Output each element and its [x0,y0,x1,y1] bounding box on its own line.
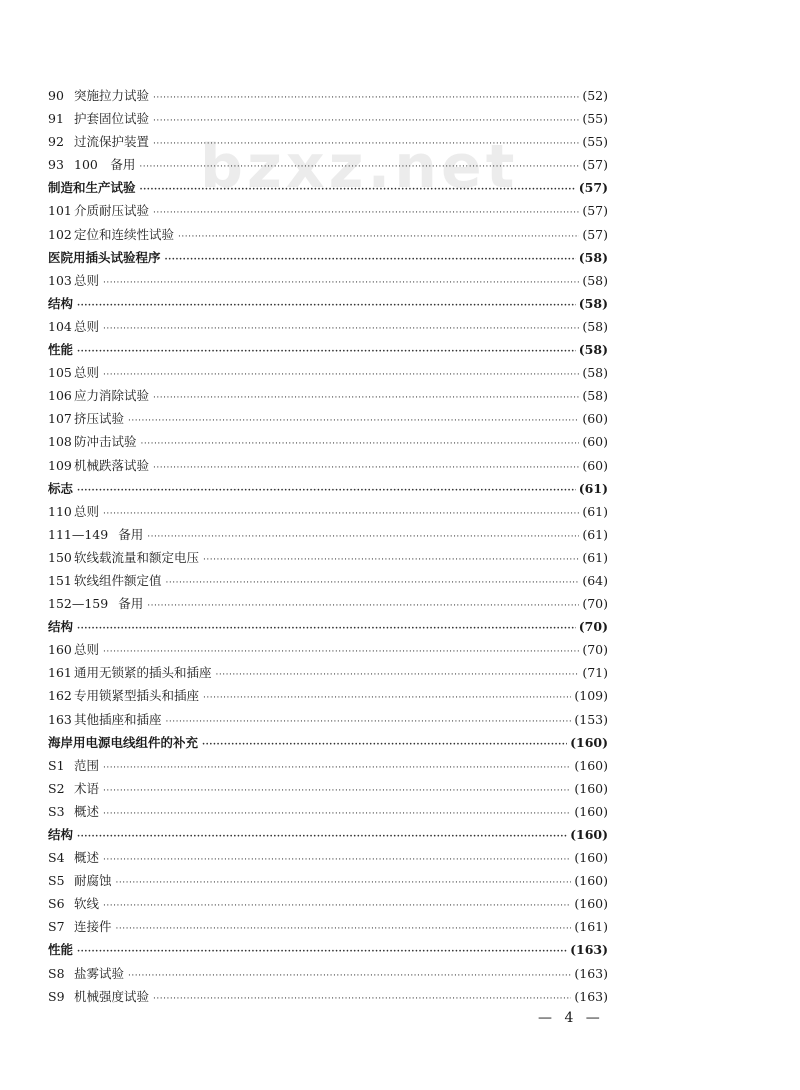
toc-entry-title: 术语 [74,780,100,796]
toc-entry [48,915,608,938]
toc-entry-title: 总则 [74,318,100,334]
toc-entry-title: 介质耐压试验 [74,203,150,219]
dot-leader [103,849,571,872]
toc-entry-number: S4 [48,850,65,866]
toc-entry-title: 机械跌落试验 [74,457,150,473]
toc-entry-page: (61) [582,526,608,542]
toc-entry-page: (55) [582,111,608,127]
toc-entry-page: (160) [574,757,608,773]
dot-leader [77,941,567,964]
toc-entry [48,384,608,407]
toc-entry-number: S1 [48,757,65,773]
toc-entry [48,361,608,384]
toc-entry-title: 护套固位试验 [74,111,150,127]
toc-section-heading [48,938,608,961]
dot-leader [128,410,579,433]
toc-entry-page: (70) [578,619,608,635]
toc-entry-number: S7 [48,919,65,935]
toc-entry-title: 结构 [48,619,74,635]
toc-entry-title: 100 备用 [74,157,136,173]
toc-entry-page: (160) [570,827,608,842]
toc-entry-number: 160 [48,642,72,658]
toc-entry-title: 专用锁紧型插头和插座 [74,688,200,704]
dot-leader [77,295,576,318]
toc-section-heading [48,246,608,269]
dot-leader [140,179,576,202]
toc-entry-title: 过流保护装置 [74,134,150,150]
toc-entry-number: S2 [48,780,65,796]
toc-entry-title: 通用无锁紧的插头和插座 [74,665,212,681]
toc-entry-page: (70) [582,596,608,612]
toc-entry-page: (160) [574,850,608,866]
toc-entry-page: (64) [582,572,608,588]
toc-entry-number: 163 [48,711,72,727]
toc-entry-page: (57) [578,180,608,196]
toc-entry-title: 总则 [74,272,100,288]
toc-entry [48,962,608,985]
dot-leader [77,480,576,503]
toc-section-heading [48,477,608,500]
toc-entry-page: (60) [582,457,608,473]
dot-leader [141,433,580,456]
toc-entry [48,107,608,130]
toc-entry-title: 盐雾试验 [74,965,125,981]
dot-leader [216,664,580,687]
toc-section-heading [48,823,608,846]
toc-entry-number: 162 [48,688,72,704]
toc-entry-number: 111—149 [48,526,109,542]
dot-leader [153,87,579,110]
toc-entry-number: 92 [48,134,64,150]
toc-entry-title: 连接件 [74,919,112,935]
toc-entry [48,315,608,338]
toc-entry-title: 软线 [74,896,100,912]
dot-leader [153,133,579,156]
toc-entry-number: 103 [48,272,72,288]
toc-section-heading [48,615,608,638]
toc-entry-title: 性能 [48,942,74,958]
toc-entry [48,569,608,592]
toc-entry-number: 93 [48,157,64,173]
dot-leader [153,110,579,133]
toc-entry-title: 概述 [74,803,100,819]
toc-entry-title: 制造和生产试验 [48,180,136,196]
dot-leader [166,572,580,595]
toc-entry [48,777,608,800]
toc-entry-title: 定位和连续性试验 [74,226,175,242]
toc-entry-title: 应力消除试验 [74,388,150,404]
toc-entry-page: (58) [578,295,608,311]
toc-entry-page: (160) [574,780,608,796]
toc-entry [48,592,608,615]
dot-leader [153,387,579,410]
toc-entry-page: (160) [574,896,608,912]
toc-entry [48,523,608,546]
toc-entry [48,846,608,869]
toc-entry [48,708,608,731]
toc-entry [48,661,608,684]
toc-entry [48,892,608,915]
toc-entry-page: (57) [582,203,608,219]
dot-leader [103,318,579,341]
toc-entry [48,500,608,523]
toc-entry-number: 104 [48,318,72,334]
toc-entry-title: 结构 [48,827,74,842]
toc-entry-title: 备用 [118,526,144,542]
toc-entry-title: 其他插座和插座 [74,711,162,727]
toc-entry-title: 总则 [74,642,100,658]
dot-leader [203,687,571,710]
dot-leader [103,780,571,803]
toc-entry-page: (160) [574,873,608,889]
toc-section-heading [48,292,608,315]
dot-leader [139,156,579,179]
toc-entry-number: S6 [48,896,65,912]
toc-entry-page: (58) [582,388,608,404]
dot-leader [116,918,572,941]
toc-entry [48,430,608,453]
toc-entry-page: (163) [570,942,608,958]
toc-entry-number: S9 [48,988,65,1004]
dot-leader [103,895,571,918]
toc-entry-page: (61) [582,503,608,519]
toc-entry-page: (57) [582,157,608,173]
toc-entry-page: (57) [582,226,608,242]
dot-leader [77,341,576,364]
dot-leader [103,757,571,780]
toc-entry-title: 医院用插头试验程序 [48,249,161,265]
toc-entry-title: 标志 [48,480,74,496]
toc-entry-page: (160) [574,803,608,819]
toc-entry-page: (163) [574,965,608,981]
toc-entry-number: 101 [48,203,72,219]
toc-section-heading [48,338,608,361]
toc-entry-title: 软线载流量和额定电压 [74,549,200,565]
dot-leader [178,226,579,249]
toc-entry-page: (58) [582,365,608,381]
toc-entry-page: (58) [582,272,608,288]
toc-entry-page: (161) [574,919,608,935]
toc-entry [48,130,608,153]
toc-entry-title: 概述 [74,850,100,866]
toc-entry-number: 102 [48,226,72,242]
toc-entry-page: (58) [578,249,608,265]
toc-entry-number: S5 [48,873,65,889]
toc-entry-title: 机械强度试验 [74,988,150,1004]
toc-entry-title: 海岸用电源电线组件的补充 [48,734,199,750]
toc-entry-page: (70) [582,642,608,658]
toc-entry-title: 耐腐蚀 [74,873,112,889]
toc-entry-page: (153) [574,711,608,727]
toc-entry-page: (163) [574,988,608,1004]
toc-entry [48,84,608,107]
toc-entry-number: S3 [48,803,65,819]
toc-entry-page: (61) [582,549,608,565]
toc-entry [48,454,608,477]
watermark: bzxz.net [200,132,519,202]
dot-leader [103,272,579,295]
toc-entry-number: 150 [48,549,72,565]
toc-entry-title: 软线组件额定值 [74,572,162,588]
dot-leader [203,549,579,572]
toc-entry [48,153,608,176]
toc-entry [48,638,608,661]
toc-entry [48,223,608,246]
toc-entry [48,869,608,892]
toc-section-heading [48,176,608,199]
toc-entry-page: (52) [582,88,608,103]
dot-leader [103,803,571,826]
toc-entry-number: 90 [48,88,64,103]
toc-entry-title: 防冲击试验 [74,434,137,450]
toc-entry-page: (60) [582,434,608,450]
toc-section-heading [48,731,608,754]
toc-entry-page: (58) [582,318,608,334]
toc-entry-number: 106 [48,388,72,404]
dot-leader [153,457,579,480]
toc-entry-title: 总则 [74,365,100,381]
toc-entry-page: (58) [578,342,608,358]
dot-leader [116,872,572,895]
toc-entry-title: 性能 [48,342,74,358]
page-number: — 4 — [538,1010,604,1026]
dot-leader [77,826,567,849]
dot-leader [77,618,576,641]
toc-entry [48,546,608,569]
toc-entry [48,985,608,1008]
toc-entry-title: 突施拉力试验 [74,88,150,103]
toc-entry [48,199,608,222]
dot-leader [153,988,571,1011]
dot-leader [166,711,572,734]
toc-entry-number: 108 [48,434,72,450]
dot-leader [147,595,579,618]
toc-entry-number: 151 [48,572,72,588]
toc-entry-number: 107 [48,411,72,427]
dot-leader [147,526,579,549]
toc-entry-number: 152—159 [48,596,109,612]
toc-entry-title: 范围 [74,757,100,773]
dot-leader [103,364,579,387]
toc-entry-number: 109 [48,457,72,473]
toc-entry-number: 110 [48,503,72,519]
toc-entry-number: 91 [48,111,64,127]
toc-entry [48,407,608,430]
toc-entry-title: 挤压试验 [74,411,125,427]
toc-entry-number: S8 [48,965,65,981]
dot-leader [165,249,576,272]
toc-entry-page: (60) [582,411,608,427]
toc-entry-page: (109) [574,688,608,704]
dot-leader [128,965,571,988]
toc-entry-title: 总则 [74,503,100,519]
toc-entry-page: (61) [578,480,608,496]
toc-entry-number: 105 [48,365,72,381]
toc-entry-title: 备用 [118,596,144,612]
dot-leader [103,503,579,526]
toc-entry-page: (160) [570,734,608,750]
dot-leader [153,202,579,225]
toc-entry [48,800,608,823]
dot-leader [202,734,567,757]
toc-entry-title: 结构 [48,295,74,311]
toc-entry [48,269,608,292]
table-of-contents [48,84,608,1008]
toc-entry-page: (71) [582,665,608,681]
toc-entry-page: (55) [582,134,608,150]
toc-entry [48,754,608,777]
toc-entry [48,684,608,707]
toc-entry-number: 161 [48,665,72,681]
